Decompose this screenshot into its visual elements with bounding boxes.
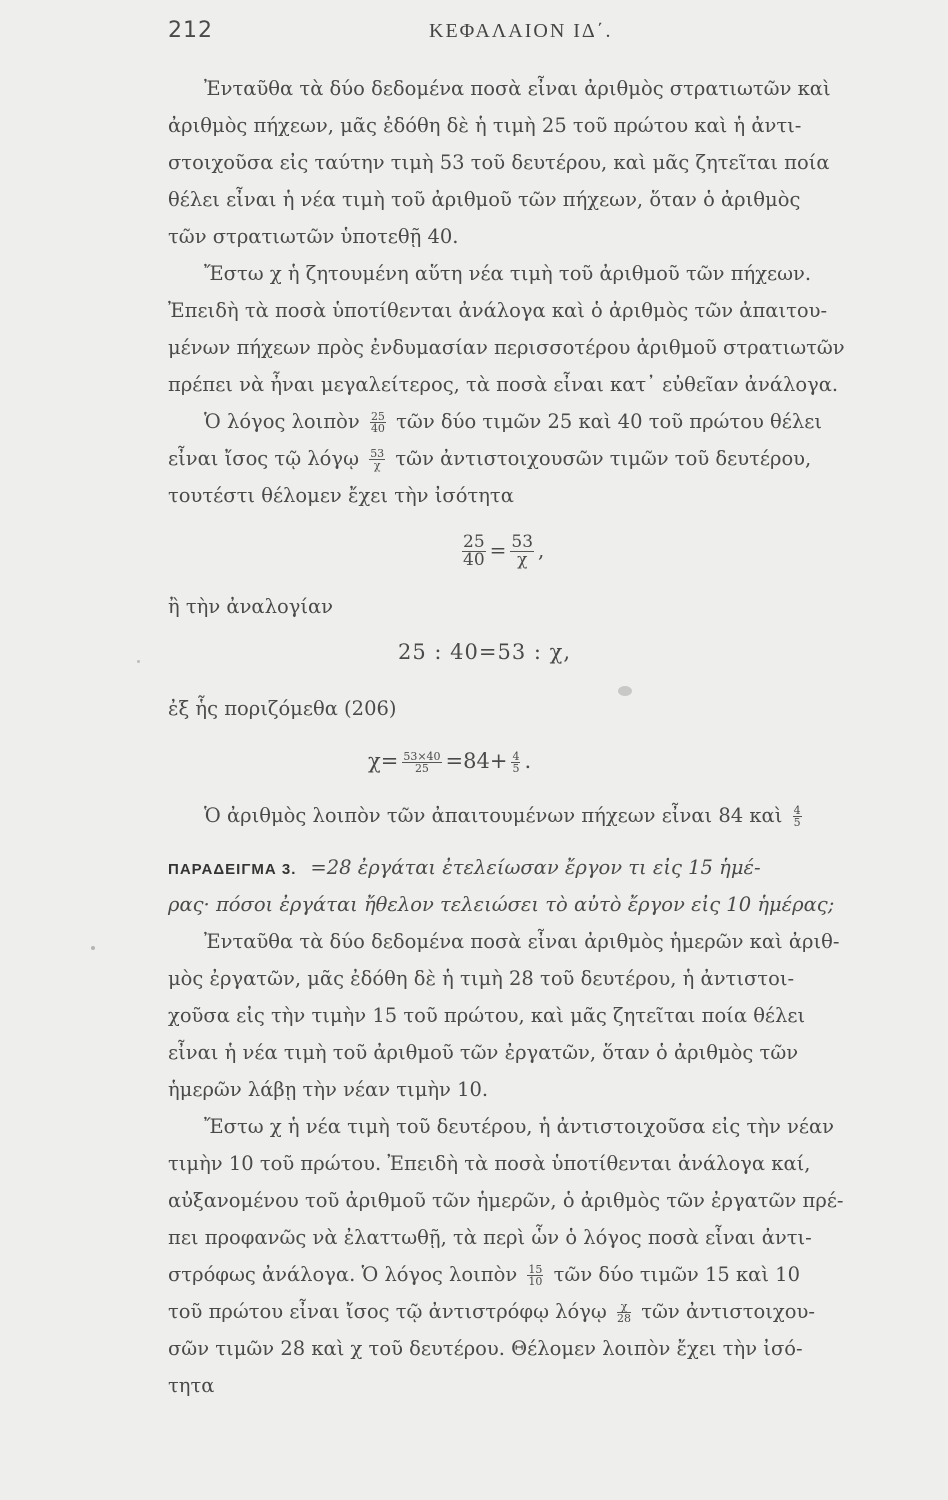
text-line: ἡμερῶν λάβῃ τὴν νέαν τιμὴν 10. xyxy=(168,1078,489,1101)
result-text: Ὁ ἀριθμὸς λοιπὸν τῶν ἀπαιτουμένων πήχεων εἶναι 84 καὶ xyxy=(204,804,783,827)
example-3 xyxy=(168,849,898,923)
text-line: Ἐνταῦθα τὰ δύο δεδομένα ποσὰ εἶναι ἀριθμὸς στρατιωτῶν καὶ xyxy=(204,77,831,100)
equation-analogy xyxy=(168,634,898,690)
fraction-numerator: χ xyxy=(617,1301,631,1313)
text-line: μὸς ἐργατῶν, μᾶς ἐδόθη δὲ ἡ τιμὴ 28 τοῦ δευτέρου, ἡ ἀντιστοι- xyxy=(168,967,795,990)
text-line: εἶναι ἡ νέα τιμὴ τοῦ ἀριθμοῦ τῶν ἐργατῶν, ὅταν ὁ ἀριθμὸς τῶν xyxy=(168,1041,799,1064)
paper-speck xyxy=(137,660,140,663)
paragraph-4 xyxy=(168,1108,898,1404)
paragraph-2 xyxy=(168,255,898,514)
fraction-numerator: 53 xyxy=(370,447,385,460)
text-line: στοιχοῦσα εἰς ταύτην τιμὴ 53 τοῦ δευτέρου, καὶ μᾶς ζητεῖται ποία xyxy=(168,151,830,174)
page-body xyxy=(168,70,898,1404)
fraction-numerator: 25 xyxy=(370,410,385,423)
fraction-denominator: 28 xyxy=(617,1312,632,1325)
text-line xyxy=(168,1293,898,1330)
fraction-denominator: 40 xyxy=(463,550,485,570)
equals-sign: = xyxy=(489,538,507,562)
equation-lhs: χ= xyxy=(368,749,399,773)
fraction-denominator: 5 xyxy=(512,762,520,775)
example-text: =28 ἐργάται ἐτελείωσαν ἔργον τι εἰς 15 ἡμέ- xyxy=(310,856,761,879)
line-text: τῶν ἀντιστοιχου- xyxy=(641,1300,815,1323)
fraction-denominator: 10 xyxy=(528,1275,543,1288)
line-text: τῶν δύο τιμῶν 15 καὶ 10 xyxy=(553,1263,800,1286)
paragraph-1 xyxy=(168,70,898,255)
text-line: ἀριθμὸς πήχεων, μᾶς ἐδόθη δὲ ἡ τιμὴ 25 τοῦ πρώτου καὶ ἡ ἀντι- xyxy=(168,114,802,137)
paragraph-3 xyxy=(168,923,898,1108)
text-line: πει προφανῶς νὰ ἐλαττωθῇ, τὰ περὶ ὧν ὁ λόγος ποσὰ εἶναι ἀντι- xyxy=(168,1226,812,1249)
ratio-text: τῶν δύο τιμῶν 25 καὶ 40 τοῦ πρώτου θέλει xyxy=(396,410,822,433)
text-line: Ἔστω χ ἡ νέα τιμὴ τοῦ δευτέρου, ἡ ἀντιστοιχοῦσα εἰς τὴν νέαν xyxy=(204,1115,834,1138)
ratio-text: Ὁ λόγος λοιπὸν xyxy=(204,410,360,433)
fraction-denominator: χ xyxy=(517,550,528,570)
fraction-numerator: 4 xyxy=(512,750,520,763)
text-line: μένων πήχεων πρὸς ἐνδυμασίαν περισσοτέρου ἀριθμοῦ στρατιωτῶν xyxy=(168,336,845,359)
fraction-numerator: 53×40 xyxy=(403,750,441,763)
fraction-4-5 xyxy=(793,805,802,828)
equation-solution xyxy=(168,727,898,797)
equation-2: 25 : 40=53 : χ, xyxy=(398,640,572,664)
fraction-denominator: 5 xyxy=(793,816,801,829)
fraction-denominator: 25 xyxy=(414,762,429,775)
fraction-denominator: 40 xyxy=(370,422,385,435)
text-line: ρας· πόσοι ἐργάται ἤθελον τελειώσει τὸ αὐτὸ ἔργον εἰς 10 ἡμέρας; xyxy=(168,893,835,916)
fraction-numerator: 15 xyxy=(528,1263,543,1276)
text-line xyxy=(168,1256,898,1293)
fraction-right xyxy=(510,534,534,569)
text-line: τουτέστι θέλομεν ἔχει τὴν ἰσότητα xyxy=(168,484,514,507)
text-line: θέλει εἶναι ἡ νέα τιμὴ τοῦ ἀριθμοῦ τῶν πήχεων, ὅταν ὁ ἀριθμὸς xyxy=(168,188,801,211)
equation-fraction xyxy=(168,514,898,588)
text-line: τῶν στρατιωτῶν ὑποτεθῇ 40. xyxy=(168,225,459,248)
fraction-53x40-25 xyxy=(402,751,441,774)
fraction-15-10 xyxy=(527,1264,543,1287)
fraction-left xyxy=(462,534,486,569)
ratio-text: εἶναι ἴσος τῷ λόγῳ xyxy=(168,447,359,470)
text-line: Ἐπειδὴ τὰ ποσὰ ὑποτίθενται ἀνάλογα καὶ ὁ ἀριθμὸς τῶν ἀπαιτου- xyxy=(168,299,828,322)
paper-speck xyxy=(91,946,95,950)
line-text: στρόφως ἀνάλογα. Ὁ λόγος λοιπὸν xyxy=(168,1263,518,1286)
fraction-denominator: χ xyxy=(373,459,381,472)
page-number: 212 xyxy=(168,18,213,43)
fraction-numerator: 25 xyxy=(463,532,485,552)
fraction-numerator: 4 xyxy=(793,804,801,817)
text-line: τητα xyxy=(168,1374,215,1397)
text-line xyxy=(168,440,898,477)
paper-stain xyxy=(618,686,632,696)
equation-rhs: =84+ xyxy=(445,749,508,773)
text-line: ἢ τὴν ἀναλογίαν xyxy=(168,595,334,618)
ratio-text: τῶν ἀντιστοιχουσῶν τιμῶν τοῦ δευτέρου, xyxy=(395,447,812,470)
period: . xyxy=(524,749,532,773)
fraction-53-x xyxy=(369,448,385,471)
fraction-numerator: 53 xyxy=(511,532,534,552)
text-line: αὐξανομένου τοῦ ἀριθμοῦ τῶν ἡμερῶν, ὁ ἀριθμὸς τῶν ἐργατῶν πρέ- xyxy=(168,1189,844,1212)
example-label: ΠΑΡΑΔΕΙΓΜΑ 3. xyxy=(168,861,297,878)
text-line: ἐξ ἧς ποριζόμεθα (206) xyxy=(168,697,397,720)
fraction-x-28 xyxy=(617,1301,631,1324)
text-line: σῶν τιμῶν 28 καὶ χ τοῦ δευτέρου. Θέλομεν λοιπὸν ἔχει τὴν ἰσό- xyxy=(168,1337,803,1360)
text-line xyxy=(168,403,898,440)
result-line xyxy=(168,797,898,849)
text-line: Ἐνταῦθα τὰ δύο δεδομένα ποσὰ εἶναι ἀριθμὸς ἡμερῶν καὶ ἀριθ- xyxy=(204,930,840,953)
text-line xyxy=(168,849,898,886)
text-line: Ἔστω χ ἡ ζητουμένη αὕτη νέα τιμὴ τοῦ ἀριθμοῦ τῶν πήχεων. xyxy=(204,262,812,285)
fraction-25-40 xyxy=(370,411,386,434)
running-title: ΚΕΦΑΛΑΙΟΝ ΙΔ΄. xyxy=(429,20,613,42)
fraction-4-5 xyxy=(511,751,520,774)
page-header xyxy=(168,18,888,58)
text-line: πρέπει νὰ ἦναι μεγαλείτερος, τὰ ποσὰ εἶναι κατ᾽ εὐθεῖαν ἀνάλογα. xyxy=(168,373,839,396)
text-line: τιμὴν 10 τοῦ πρώτου. Ἐπειδὴ τὰ ποσὰ ὑποτίθενται ἀνάλογα καί, xyxy=(168,1152,811,1175)
text-line: χοῦσα εἰς τὴν τιμὴν 15 τοῦ πρώτου, καὶ μᾶς ζητεῖται ποία θέλει xyxy=(168,1004,806,1027)
line-text: τοῦ πρώτου εἶναι ἴσος τῷ ἀντιστρόφῳ λόγῳ xyxy=(168,1300,607,1323)
equation-3 xyxy=(368,743,531,780)
equation-1 xyxy=(458,532,544,569)
comma: , xyxy=(538,538,545,562)
